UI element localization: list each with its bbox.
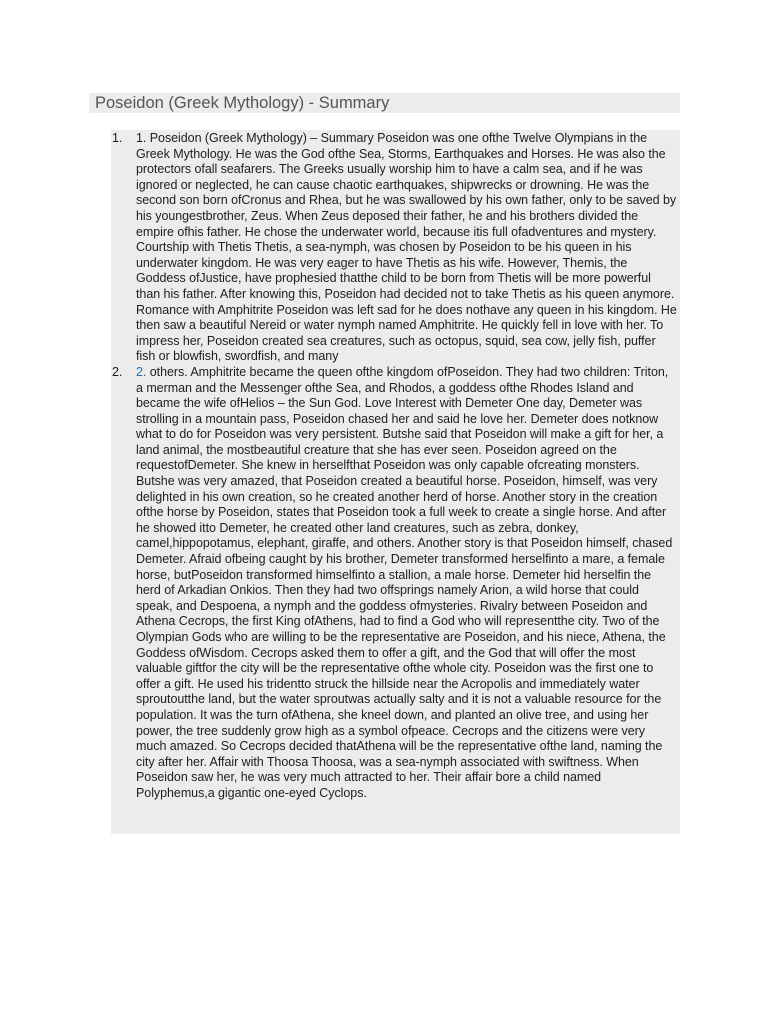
document-title: Poseidon (Greek Mythology) - Summary [89,93,680,113]
list-marker: 1. [112,131,123,145]
paragraph-text: Poseidon (Greek Mythology) – Summary Poseidon was one ofthe Twelve Olympians in the Greek Mythology. He was the God ofthe Sea, Storms, Earthquakes and Horses. He was also the protectors ofall seafarers. The Greeks usually worship him to have a calm sea, and if he was ignored or neglected, he can cause chaotic earthquakes, shipwrecks or drowning. He was the second son born ofCronus and Rhea, but he was swallowed by his own father, only to be saved by his youngestbrother, Zeus. When Zeus deposed their father, he and his brothers divided the empire ofhis father. He chose the underwater world, because itis full ofadventures and mystery. Courtship with Thetis Thetis, a sea-nymph, was chosen by Poseidon to be his queen in his underwater kingdom. He was very eager to have Thetis as his wife. However, Themis, the Goddess ofJustice, have prophesied thatthe child to be born from Thetis will be more powerful than his father. After knowing this, Poseidon had decided not to take Thetis as his queen anymore. Romance with Amphitrite Poseidon was left sad for he does nothave any queen in his kingdom. He then saw a beautiful Nereid or water nymph named Amphitrite. He quickly fell in love with her. To impress her, Poseidon created sea creatures, such as octopus, squid, sea cow, jelly fish, puffer fish or blowfish, swordfish, and many [136,131,677,364]
list-marker: 2. [112,364,123,379]
paragraph-text: others. Amphitrite became the queen ofthe kingdom ofPoseidon. They had two children: Triton, a merman and the Messenger ofthe Sea, and Rhodos, a goddess ofthe Rhodes Island and became the wife ofHelios – the Sun God. Love Interest with Demeter One day, Demeter was strolling in a mountain pass, Poseidon chased her and said he love her. Demeter does notknow what to do for Poseidon was very persistent. Butshe said that Poseidon will make a gift for her, a land animal, the mostbeautiful creature that she has ever seen. Poseidon agreed on the requestofDemeter. She knew in herselfthat Poseidon was only capable ofcreating monsters. Butshe was very amazed, that Poseidon created a beautiful horse. Poseidon, himself, was very delighted in his own creation, so he created another herd of horse. Another story in the creation ofthe horse by Poseidon, states that Poseidon took a full week to create a single horse. And after he showed itto Demeter, he created other land creatures, such as zebra, donkey, camel,hippopotamus, elephant, giraffe, and others. Another story is that Poseidon himself, chased Demeter. Afraid ofbeing caught by his brother, Demeter transformed herselfinto a mare, a female horse, butPoseidon transformed himselfinto a stallion, a male horse. Demeter hid herselfin the herd of Arkadian Onkios. Then they had two offsprings namely Arion, a wild horse that could speak, and Despoena, a nymph and the goddess ofmysteries. Rivalry between Poseidon and Athena Cecrops, the first King ofAthens, had to find a God who will representthe city. Two of the Olympian Gods who are willing to be the representative are Poseidon, and his niece, Athena, the Goddess ofWisdom. Cecrops asked them to offer a gift, and the God that will offer the most valuable giftfor the city will be the representative ofthe whole city. Poseidon was the first one to offer a gift. He used his tridentto struck the hillside near the Acropolis and immediately water sproutoutthe land, but the water sproutwas actually salty and it is not a valuable resource for the population. It was the turn ofAthena, she kneel down, and planted an olive tree, and using her power, the tree suddenly grow high as a symbol ofpeace. Cecrops and the citizens were very much amazed. So Cecrops decided thatAthena will be the representative ofthe land, naming the city after her. Affair with Thoosa Thoosa, was a sea-nymph associated with swiftness. When Poseidon saw her, he was very much attracted to her. Their affair bore a child named Polyphemus,a gigantic one-eyed Cyclops. [136,364,673,800]
list-item [111,365,680,802]
list-item [111,130,680,365]
summary-list [111,130,680,834]
page-number-prefix: 1. [136,131,147,145]
page-number-link[interactable]: 2. [136,364,147,379]
